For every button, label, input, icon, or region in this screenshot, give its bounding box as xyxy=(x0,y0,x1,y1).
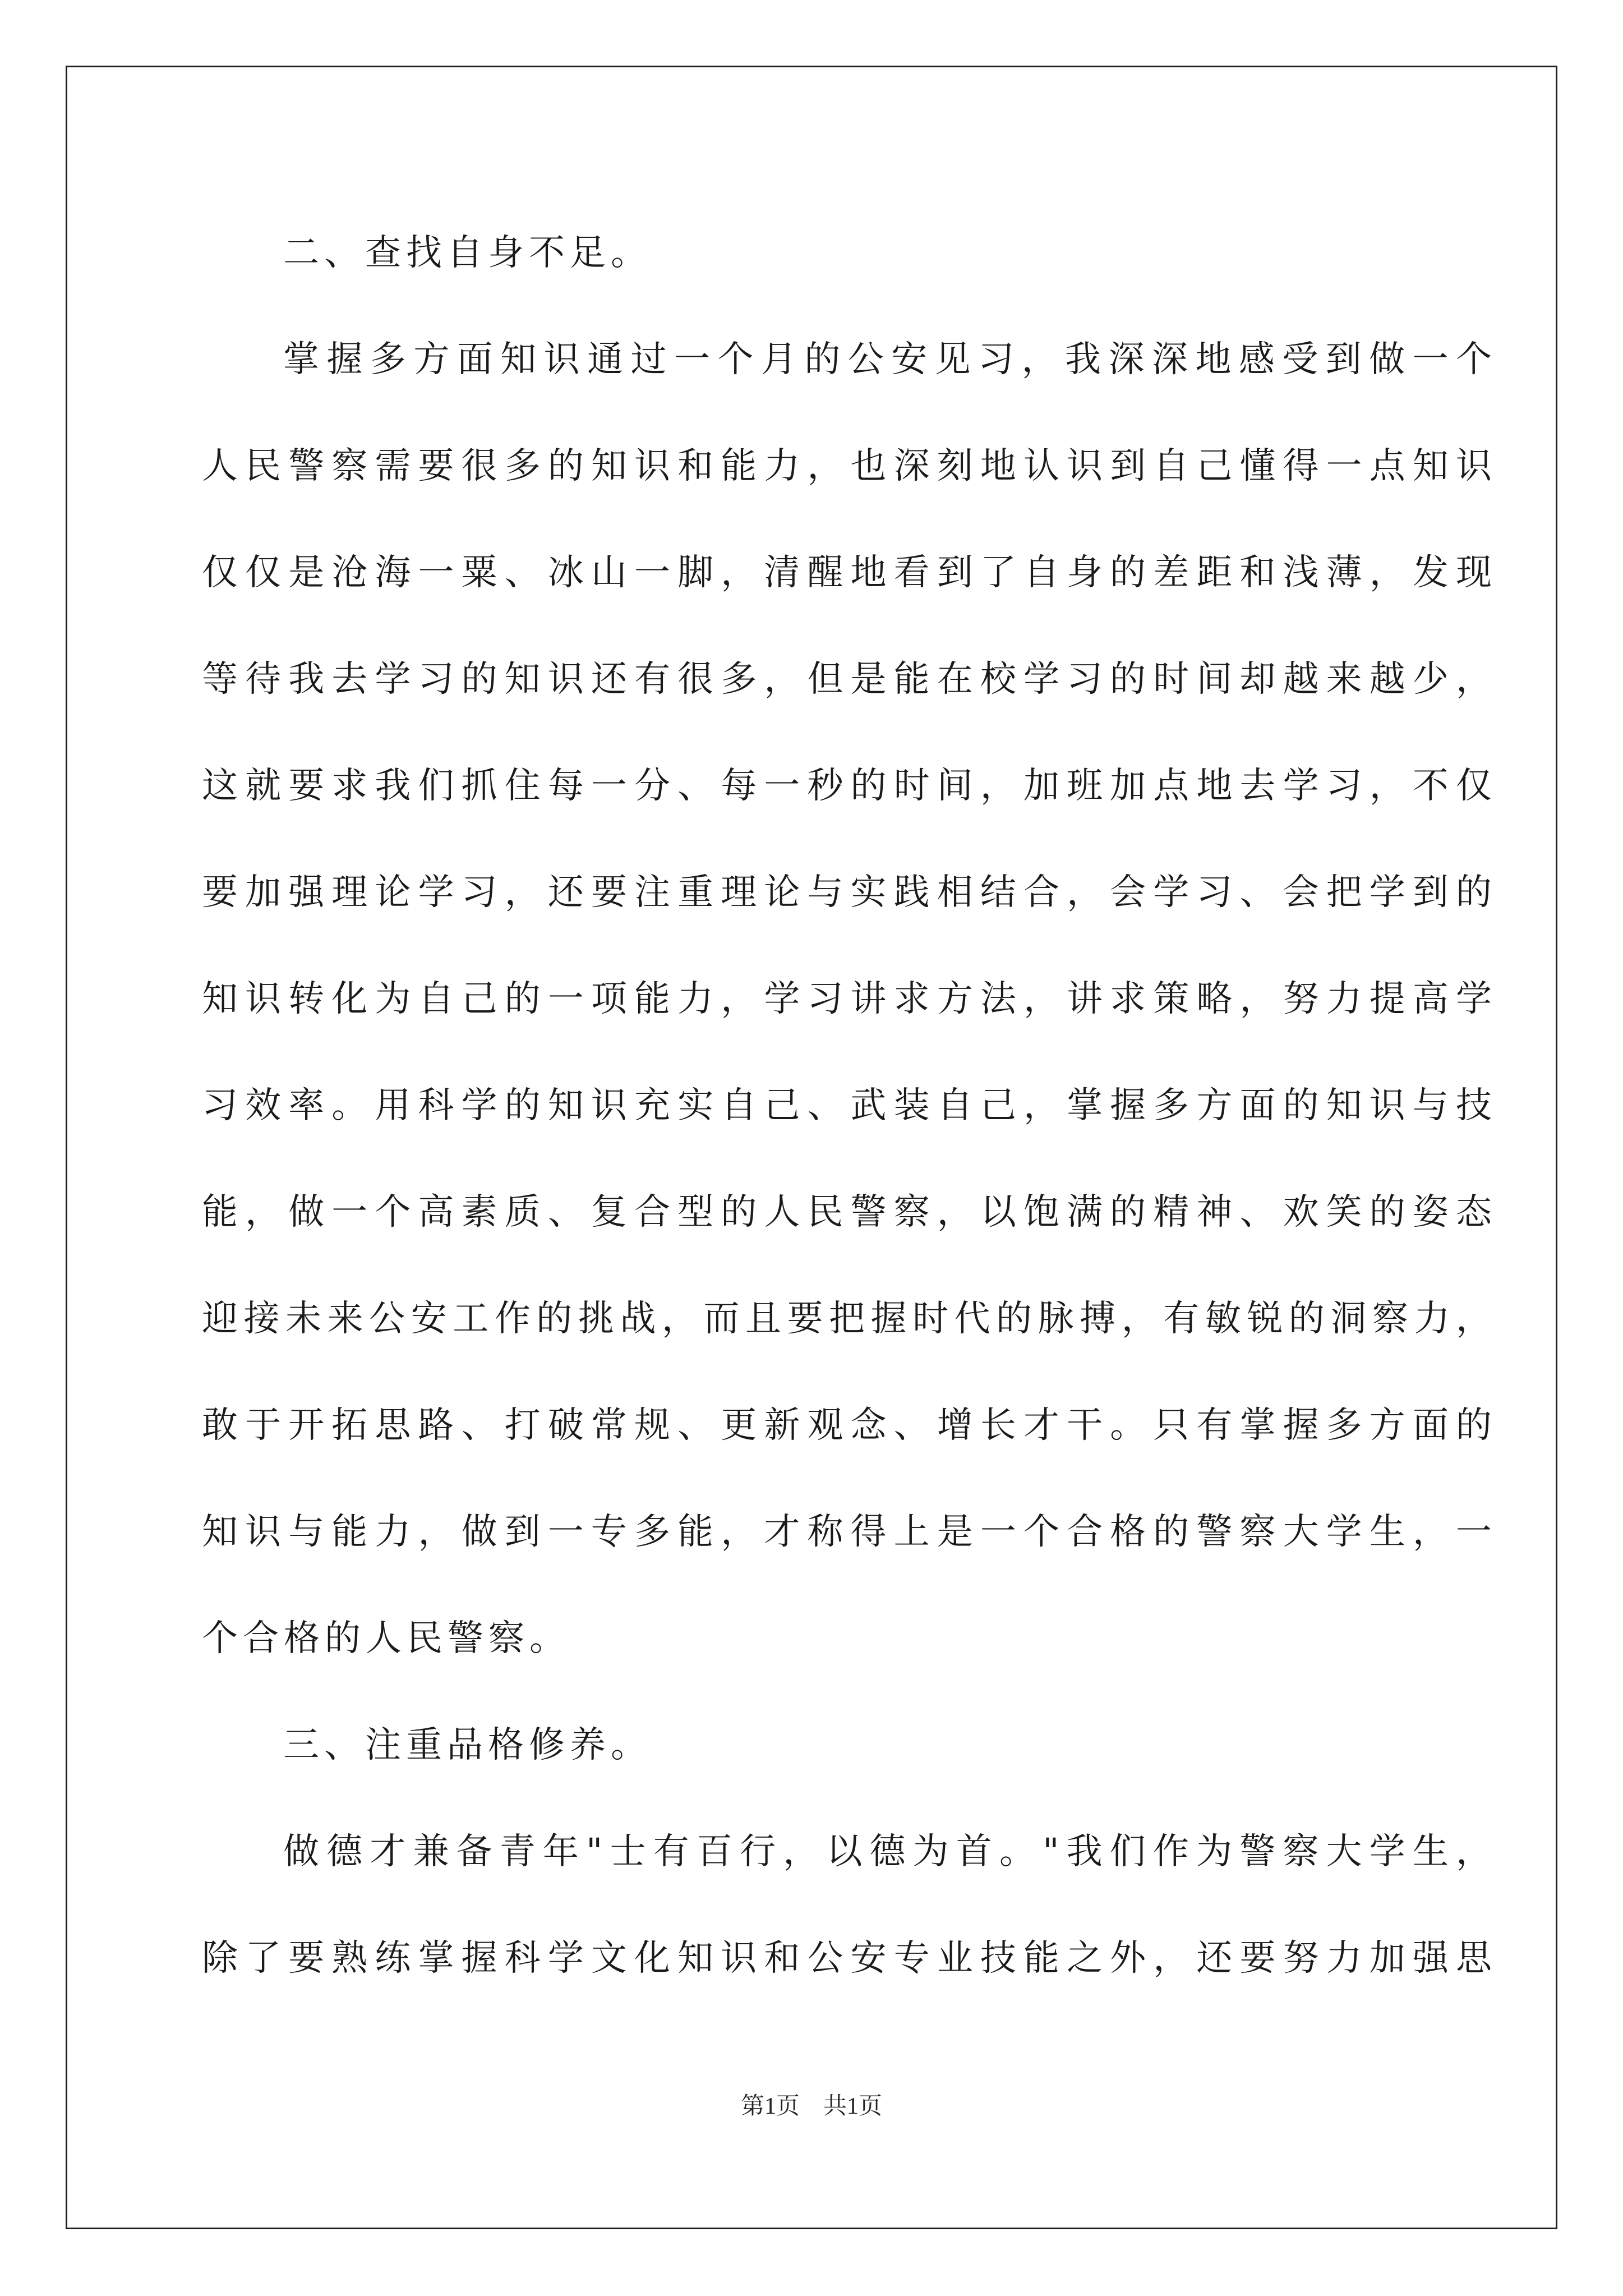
paragraph-line: 迎接未来公安工作的挑战，而且要把握时代的脉搏，有敏锐的洞察力， xyxy=(202,1298,1492,1340)
paragraph-line: 敢于开拓思路、打破常规、更新观念、增长才干。只有掌握多方面的 xyxy=(202,1405,1492,1446)
section-heading-2: 二、查找自身不足。 xyxy=(283,232,652,274)
paragraph-line: 个合格的人民警察。 xyxy=(202,1618,570,1659)
paragraph-line: 知识与能力，做到一专多能，才称得上是一个合格的警察大学生，一 xyxy=(202,1511,1492,1553)
paragraph-line: 知识转化为自己的一项能力，学习讲求方法，讲求策略，努力提高学 xyxy=(202,978,1492,1020)
paragraph-line: 等待我去学习的知识还有很多，但是能在校学习的时间却越来越少， xyxy=(202,659,1492,700)
paragraph-line: 能，做一个高素质、复合型的人民警察，以饱满的精神、欢笑的姿态 xyxy=(202,1191,1492,1233)
paragraph-line: 习效率。用科学的知识充实自己、武装自己，掌握多方面的知识与技 xyxy=(202,1085,1492,1126)
paragraph-line: 人民警察需要很多的知识和能力，也深刻地认识到自己懂得一点知识 xyxy=(202,445,1492,487)
paragraph-line: 这就要求我们抓住每一分、每一秒的时间，加班加点地去学习，不仅 xyxy=(202,765,1492,807)
section-heading-3: 三、注重品格修养。 xyxy=(283,1724,652,1766)
page-number: 第1页 共1页 xyxy=(740,2093,882,2119)
paragraph-line: 要加强理论学习，还要注重理论与实践相结合，会学习、会把学到的 xyxy=(202,872,1492,913)
paragraph-line: 除了要熟练掌握科学文化知识和公安专业技能之外，还要努力加强思 xyxy=(202,1938,1492,1979)
paragraph-line: 做德才兼备青年"士有百行，以德为首。"我们作为警察大学生， xyxy=(283,1831,1492,1872)
paragraph-line: 掌握多方面知识通过一个月的公安见习，我深深地感受到做一个 xyxy=(283,339,1492,380)
paragraph-line: 仅仅是沧海一粟、冰山一脚，清醒地看到了自身的差距和浅薄，发现 xyxy=(202,552,1492,593)
